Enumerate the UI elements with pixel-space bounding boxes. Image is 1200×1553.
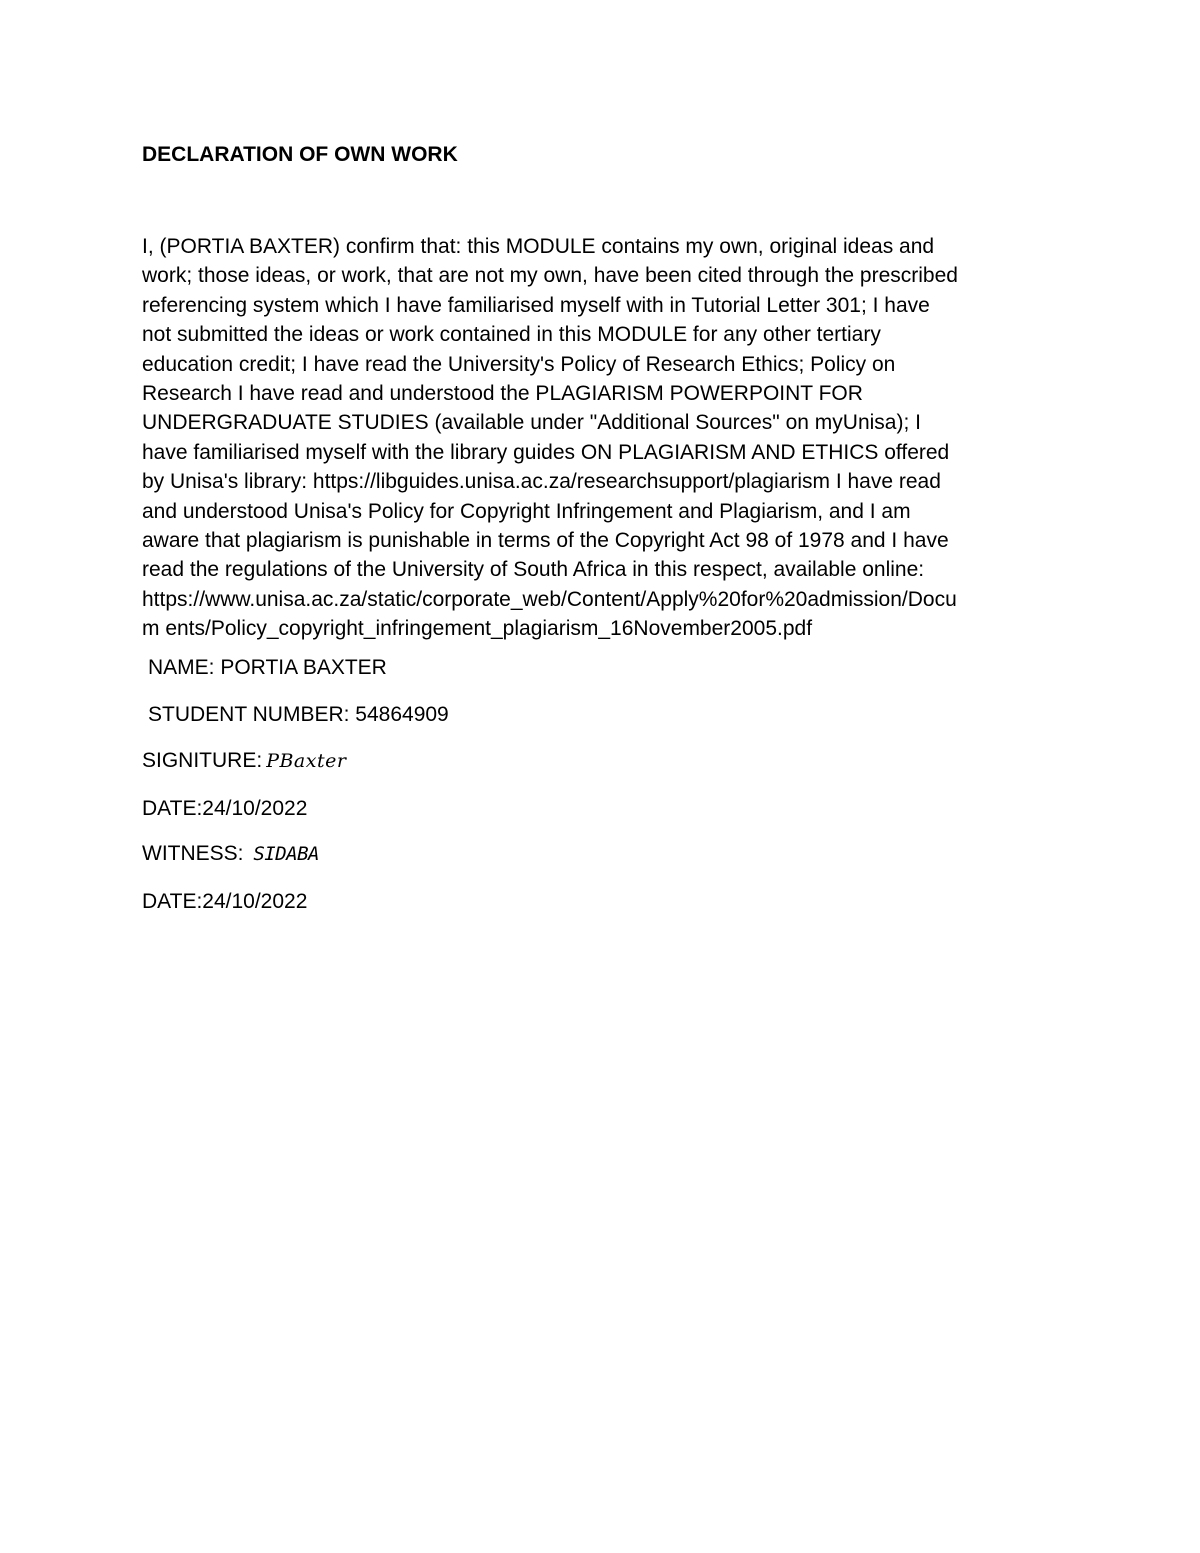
signature-label: SIGNITURE: — [142, 749, 263, 772]
signature-field — [142, 749, 346, 773]
witness-signature-handwritten: SIDABA — [253, 843, 319, 865]
witness-date-field: DATE:24/10/2022 — [142, 890, 308, 913]
document-title: DECLARATION OF OWN WORK — [142, 143, 458, 166]
body-line: read the regulations of the University of South Africa in this respect, available online: — [142, 558, 925, 582]
body-line: referencing system which I have familiarised myself with in Tutorial Letter 301; I have — [142, 293, 930, 317]
declaration-body — [142, 232, 1072, 643]
body-line: m ents/Policy_copyright_infringement_plagiarism_16November2005.pdf — [142, 617, 813, 641]
date-field: DATE:24/10/2022 — [142, 797, 308, 820]
body-line: aware that plagiarism is punishable in terms of the Copyright Act 98 of 1978 and I have — [142, 528, 949, 552]
body-line: UNDERGRADUATE STUDIES (available under "Additional Sources" on myUnisa); I — [142, 411, 921, 435]
student-number-field: STUDENT NUMBER: 54864909 — [148, 703, 449, 726]
body-line: I, (PORTIA BAXTER) confirm that: this MODULE contains my own, original ideas and — [142, 235, 935, 258]
body-line: Research I have read and understood the PLAGIARISM POWERPOINT FOR — [142, 381, 863, 405]
body-line: work; those ideas, or work, that are not my own, have been cited through the prescribed — [142, 264, 958, 288]
witness-label: WITNESS: — [142, 842, 244, 865]
body-line: have familiarised myself with the library guides ON PLAGIARISM AND ETHICS offered — [142, 440, 950, 464]
body-line: https://www.unisa.ac.za/static/corporate_web/Content/Apply%20for%20admission/Docu — [142, 587, 957, 611]
body-line: not submitted the ideas or work contained in this MODULE for any other tertiary — [142, 323, 881, 347]
witness-field — [142, 842, 319, 866]
body-line: and understood Unisa's Policy for Copyright Infringement and Plagiarism, and I am — [142, 499, 911, 523]
name-field: NAME: PORTIA BAXTER — [148, 656, 387, 679]
body-line: by Unisa's library: https://libguides.unisa.ac.za/researchsupport/plagiarism I have read — [142, 470, 941, 494]
signature-handwritten: PBaxter — [266, 750, 347, 772]
body-line: education credit; I have read the University's Policy of Research Ethics; Policy on — [142, 352, 896, 376]
